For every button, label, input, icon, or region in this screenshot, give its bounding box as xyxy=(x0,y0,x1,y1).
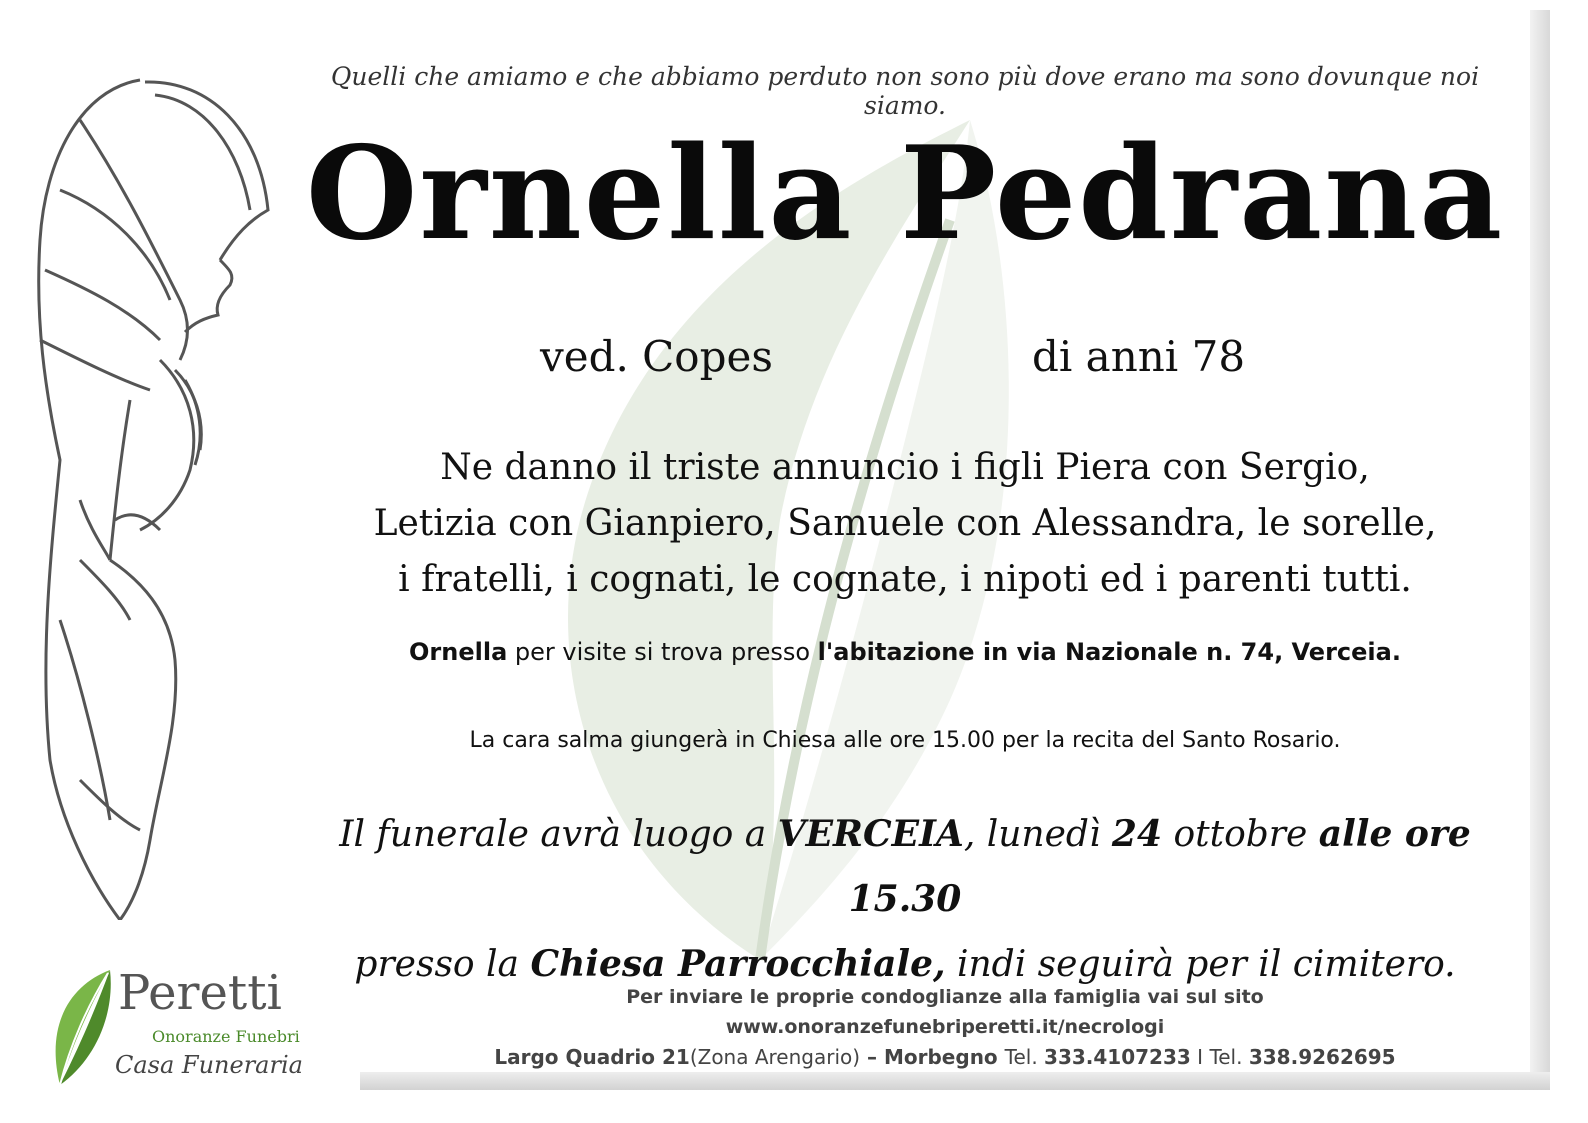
funeral-text-5: indi seguirà per il cimitero. xyxy=(945,944,1456,985)
praying-madonna-icon xyxy=(20,60,280,920)
footer-condolences: Per inviare le proprie condoglianze alla famiglia vai sul sito xyxy=(626,986,1264,1008)
footer-url[interactable]: www.onoranzefunebriperetti.it/necrologi xyxy=(725,1016,1165,1038)
funeral-text-1: Il funerale avrà luogo a xyxy=(339,814,778,855)
funeral-time: alle ore 15.30 xyxy=(848,813,1471,920)
funeral-line-1 xyxy=(300,802,1510,932)
visit-info xyxy=(300,638,1510,666)
funeral-town: VERCEIA xyxy=(777,813,964,855)
footer-tel1-label: Tel. xyxy=(1004,1045,1045,1069)
visit-place: l'abitazione in via Nazionale n. 74, Verceia. xyxy=(817,638,1401,666)
footer-street: Largo Quadrio 21 xyxy=(494,1045,690,1069)
funeral-text-3: ottobre xyxy=(1162,814,1319,855)
footer-address xyxy=(360,1042,1530,1072)
footer-tel1: 333.4107233 xyxy=(1044,1045,1191,1069)
memorial-quote: Quelli che amiamo e che abbiamo perduto non sono più dove erano ma sono dovunque noi siamo. xyxy=(330,62,1480,120)
peretti-logo xyxy=(40,965,340,1090)
announcement xyxy=(300,440,1510,608)
logo-script: Casa Funeraria xyxy=(115,1051,303,1079)
frame-shadow-bottom xyxy=(360,1072,1550,1090)
footer-tel2: 338.9262695 xyxy=(1248,1045,1396,1069)
funeral-church: Chiesa Parrocchiale, xyxy=(530,943,946,985)
deceased-name: Ornella Pedrana xyxy=(305,119,1505,269)
footer-separator: I xyxy=(1190,1045,1210,1069)
footer xyxy=(360,982,1530,1072)
funeral-info xyxy=(300,802,1510,997)
logo-subtitle: Onoranze Funebri xyxy=(152,1027,300,1046)
visit-text: per visite si trova presso xyxy=(507,638,818,666)
age: di anni 78 xyxy=(1032,332,1246,381)
footer-tel2-label: Tel. xyxy=(1209,1045,1249,1069)
visit-name: Ornella xyxy=(409,638,508,666)
leaf-logo-icon xyxy=(40,965,120,1090)
funeral-text-4: presso la xyxy=(354,944,531,985)
salma-info: La cara salma giungerà in Chiesa alle ore 15.00 per la recita del Santo Rosario. xyxy=(469,728,1341,753)
funeral-day: 24 xyxy=(1111,813,1163,855)
announcement-line-3: i fratelli, i cognati, le cognate, i nipoti ed i parenti tutti. xyxy=(398,559,1412,600)
logo-name: Peretti xyxy=(118,965,282,1021)
widow-of: ved. Copes xyxy=(540,332,773,381)
announcement-line-1: Ne danno il triste annuncio i figli Piera con Sergio, xyxy=(440,447,1370,488)
funeral-text-2: , lunedì xyxy=(963,814,1112,855)
announcement-line-2: Letizia con Gianpiero, Samuele con Alessandra, le sorelle, xyxy=(373,503,1437,544)
footer-area: (Zona Arengario) xyxy=(689,1045,861,1069)
footer-city: – Morbegno xyxy=(860,1045,1005,1069)
frame-shadow-right xyxy=(1530,10,1550,1085)
